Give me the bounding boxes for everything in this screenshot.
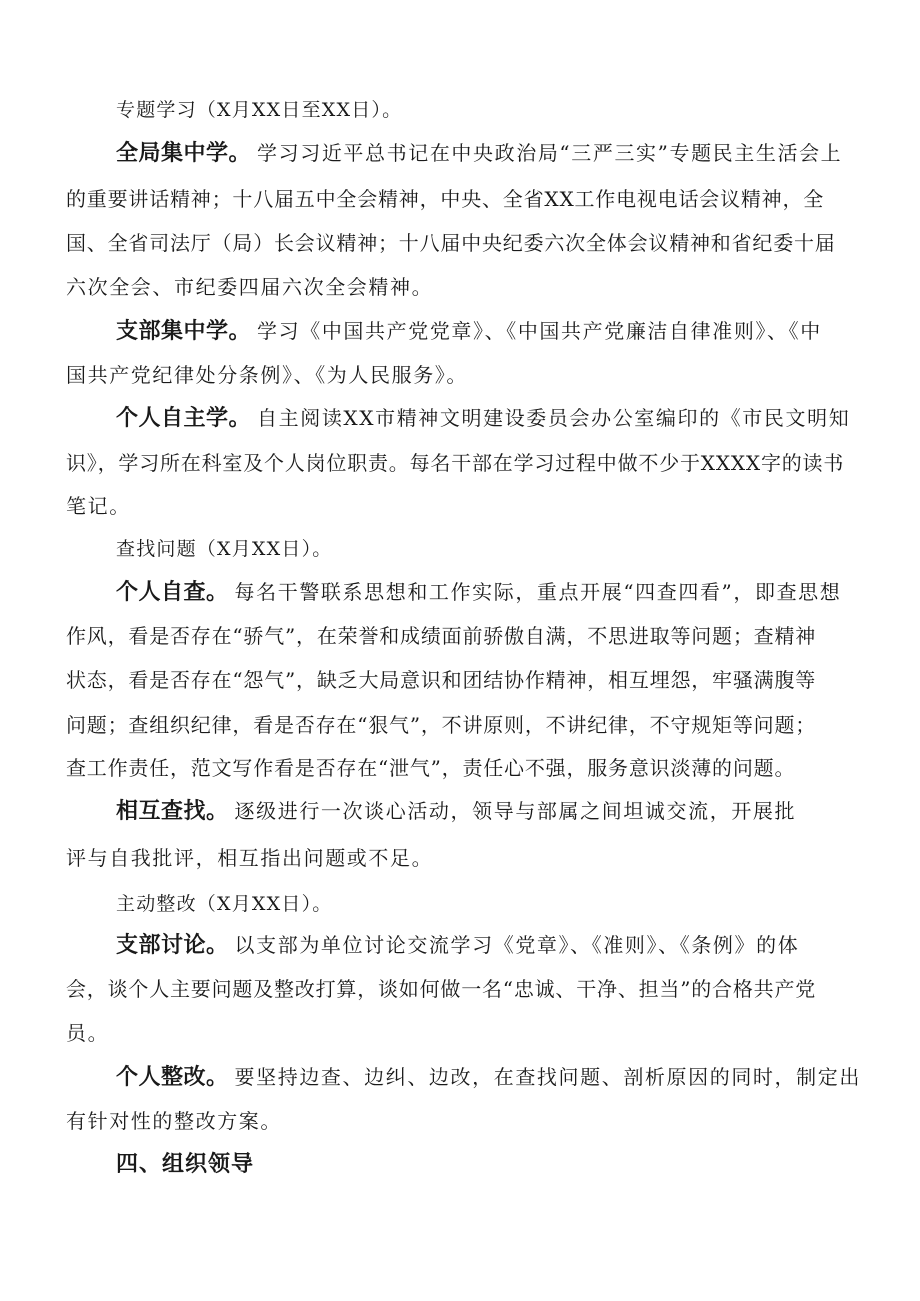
paragraph-text: 六次全会、市纪委四届六次全会精神。 xyxy=(66,275,434,299)
paragraph-heading: 支部集中学。 xyxy=(116,319,252,344)
paragraph-line xyxy=(66,668,866,692)
paragraph-line xyxy=(66,713,866,737)
paragraph-line xyxy=(116,319,916,344)
paragraph-text: 每名干警联系思想和工作实际，重点开展“四查四看”，即查思想 xyxy=(234,580,842,604)
subsection-title-rectify xyxy=(116,892,916,916)
paragraph-line xyxy=(66,1021,866,1045)
paragraph-heading: 个人自查。 xyxy=(116,580,229,605)
section-heading xyxy=(116,1153,916,1177)
subsection-title-text: 主动整改（X月XX日）。 xyxy=(116,893,333,915)
paragraph-text: 逐级进行一次谈心活动，领导与部属之间坦诚交流，开展批 xyxy=(234,799,797,823)
paragraph-line xyxy=(116,406,916,431)
paragraph-text: 员。 xyxy=(66,1021,110,1045)
paragraph-text: 问题；查组织纪律，看是否存在“狠气”，不讲原则，不讲纪律，不守规矩等问题； xyxy=(66,713,817,737)
paragraph-line xyxy=(66,363,866,387)
paragraph-line xyxy=(66,187,866,211)
paragraph-text: 会，谈个人主要问题及整改打算，谈如何做一名“忠诚、干净、担当”的合格共产党 xyxy=(66,977,817,1001)
paragraph-text: 识》，学习所在科室及个人岗位职责。每名干部在学习过程中做不少于XXXX字的读书 xyxy=(66,451,845,475)
paragraph-text: 状态，看是否存在“怨气”，缺乏大局意识和团结协作精神，相互埋怨，牢骚满腹等 xyxy=(66,668,817,692)
paragraph-line xyxy=(66,451,866,475)
paragraph-line xyxy=(66,1109,866,1133)
paragraph-line xyxy=(116,799,916,824)
paragraph-text: 学习《中国共产党党章》、《中国共产党廉洁自律准则》、《中 xyxy=(257,319,822,343)
paragraph-text: 以支部为单位讨论交流学习《党章》、《准则》、《条例》的体 xyxy=(234,933,800,957)
paragraph-line xyxy=(66,977,866,1001)
paragraph-text: 学习习近平总书记在中央政治局“三严三实”专题民主生活会上 xyxy=(257,141,843,165)
paragraph-heading: 全局集中学。 xyxy=(116,141,252,166)
paragraph-line xyxy=(66,231,866,255)
paragraph-text: 评与自我批评，相互指出问题或不足。 xyxy=(66,846,434,870)
paragraph-heading: 个人整改。 xyxy=(116,1065,229,1090)
paragraph-line xyxy=(66,756,866,780)
paragraph-line xyxy=(116,1065,916,1090)
paragraph-text: 国、全省司法厅（局）长会议精神；十八届中央纪委六次全体会议精神和省纪委十届 xyxy=(66,231,836,255)
paragraph-line xyxy=(66,846,866,870)
section-heading-text: 四、组织领导 xyxy=(116,1152,255,1177)
paragraph-text: 查工作责任，范文写作看是否存在“泄气”，责任心不强，服务意识淡薄的问题。 xyxy=(66,756,796,780)
paragraph-line xyxy=(66,275,866,299)
subsection-title-text: 专题学习（X月XX日至XX日）。 xyxy=(116,99,403,121)
paragraph-line xyxy=(66,494,866,518)
paragraph-line xyxy=(116,580,916,605)
paragraph-text: 国共产党纪律处分条例》、《为人民服务》。 xyxy=(66,363,468,387)
paragraph-text: 作风，看是否存在“骄气”，在荣誉和成绩面前骄傲自满，不思进取等问题；查精神 xyxy=(66,624,817,648)
paragraph-heading: 支部讨论。 xyxy=(116,933,229,958)
paragraph-text: 要坚持边查、边纠、边改，在查找问题、剖析原因的同时，制定出 xyxy=(234,1065,861,1089)
paragraph-heading: 个人自主学。 xyxy=(116,406,252,431)
paragraph-text: 的重要讲话精神；十八届五中全会精神，中央、全省XX工作电视电话会议精神，全 xyxy=(66,187,825,211)
subsection-title-study xyxy=(116,98,916,122)
paragraph-line xyxy=(66,624,866,648)
paragraph-heading: 相互查找。 xyxy=(116,799,229,824)
paragraph-text: 自主阅读XX市精神文明建设委员会办公室编印的《市民文明知 xyxy=(257,406,851,430)
subsection-title-text: 查找问题（X月XX日）。 xyxy=(116,538,333,560)
paragraph-line xyxy=(116,933,916,958)
subsection-title-problems xyxy=(116,537,916,561)
paragraph-text: 笔记。 xyxy=(66,494,131,518)
paragraph-line xyxy=(116,141,916,166)
paragraph-text: 有针对性的整改方案。 xyxy=(66,1109,282,1133)
